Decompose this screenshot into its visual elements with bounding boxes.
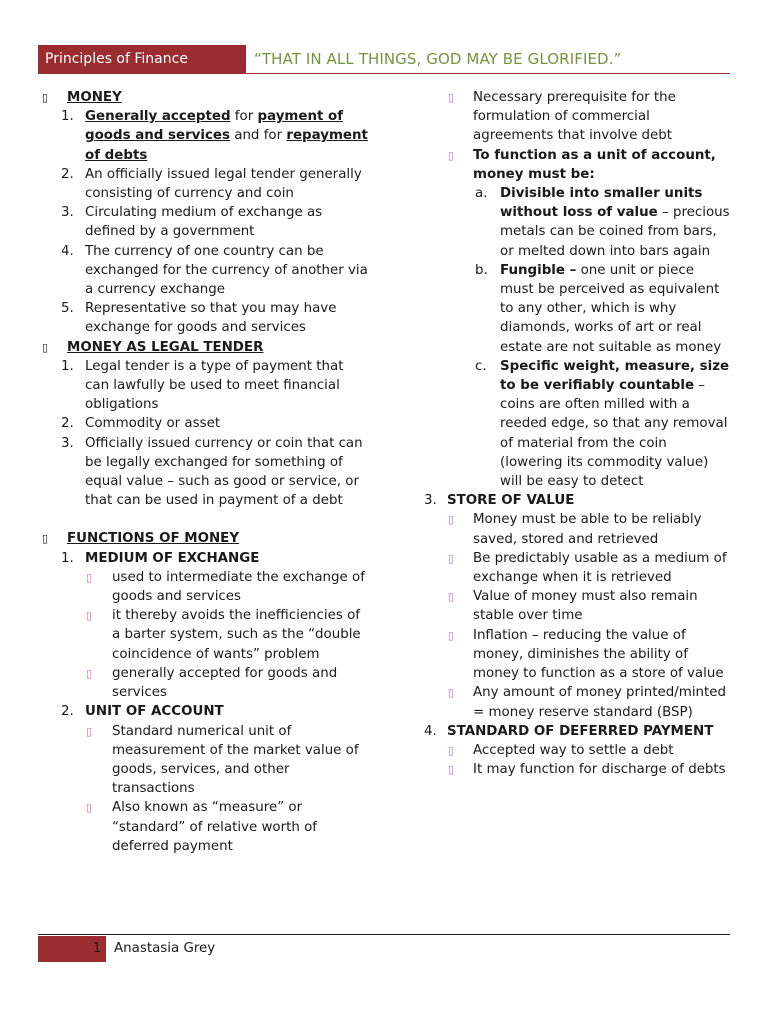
list-item: 3. STORE OF VALUE xyxy=(424,493,575,509)
sub-bullet-icon: ▯ xyxy=(448,590,455,604)
motto-text: “THAT IN ALL THINGS, GOD MAY BE GLORIFIED.” xyxy=(254,50,622,68)
sub-bullet-icon: ▯ xyxy=(448,686,455,700)
right-column xyxy=(424,88,730,779)
section-title: FUNCTIONS OF MONEY xyxy=(67,531,240,547)
list-item: 5. Representative so that you may have exchange for goods and services xyxy=(61,301,337,336)
sub-bullet-icon: ▯ xyxy=(86,570,93,584)
section-functions xyxy=(38,529,368,548)
sub-bullet: ▯ Inflation – reducing the value of money, diminishes the ability of money to function as a store of value xyxy=(448,627,724,682)
sub-bullet: ▯ Necessary prerequisite for the formulation of commercial agreements that involve debt xyxy=(448,90,676,144)
list-item: 4. The currency of one country can be exchanged for the currency of another via a currency exchange xyxy=(61,243,368,298)
section-bullet-icon: ▯ xyxy=(42,91,49,104)
page-header xyxy=(38,45,730,74)
sub-bullet-icon: ▯ xyxy=(448,148,455,162)
list-item: 2. An officially issued legal tender generally consisting of currency and coin xyxy=(61,166,362,202)
list-item: 2. UNIT OF ACCOUNT xyxy=(61,704,224,720)
sub-bullet-icon: ▯ xyxy=(448,628,455,642)
section-legal-tender xyxy=(38,338,368,357)
header-divider xyxy=(38,73,730,74)
page-number: 1 xyxy=(92,941,102,956)
sub-bullet: ▯ generally accepted for goods and services xyxy=(86,665,338,701)
sub-bullet: ▯ Value of money must also remain stable over time xyxy=(448,589,698,624)
section-bullet-icon: ▯ xyxy=(42,532,49,546)
section-title: MONEY AS LEGAL TENDER xyxy=(67,339,264,355)
sub-bullet: ▯ Accepted way to settle a debt xyxy=(424,741,730,760)
sub-bullet-icon: ▯ xyxy=(448,763,455,777)
section-title: MONEY xyxy=(67,90,122,105)
left-column xyxy=(38,88,368,856)
sub-bullet-icon: ▯ xyxy=(448,513,455,527)
lettered-item: a. Divisible into smaller units without loss of value – precious metals can be coined from bars, or melted down into bars again xyxy=(475,186,730,259)
sub-bullet: ▯ Standard numerical unit of measurement of the market value of goods, services, and other transactions xyxy=(86,723,359,797)
section-bullet-icon: ▯ xyxy=(42,340,49,354)
list-item: 2. Commodity or asset xyxy=(61,416,221,432)
list-item: 1. MEDIUM OF EXCHANGE xyxy=(61,550,260,566)
sub-bullet: ▯ Also known as “measure” or “standard” of relative worth of deferred payment xyxy=(86,800,318,854)
section-money xyxy=(38,88,368,107)
course-title: Principles of Finance xyxy=(38,45,246,73)
list-item: 1. Legal tender is a type of payment that can lawfully be used to meet financial obligations xyxy=(61,358,344,413)
sub-bullet-icon: ▯ xyxy=(448,743,455,757)
sub-bullet-icon: ▯ xyxy=(86,609,93,623)
list-item: 1. Generally accepted for payment of goods and services and for repayment of debts xyxy=(61,109,368,163)
sub-bullet-icon: ▯ xyxy=(448,551,455,565)
author-name: Anastasia Grey xyxy=(114,941,216,956)
sub-bullet-icon: ▯ xyxy=(86,724,93,738)
lettered-item: b. Fungible – one unit or piece must be perceived as equivalent to any other, which is why diamonds, works of art or real estate are not suitable as money xyxy=(475,262,722,355)
sub-bullet-icon: ▯ xyxy=(86,666,93,680)
list-item: 3. Officially issued currency or coin that can be legally exchanged for something of equal value – such as good or service, or that can be used in payment of a debt xyxy=(61,435,363,509)
lettered-item: c. Specific weight, measure, size to be verifiably countable – coins are often milled with a reeded edge, so that any removal of material from the coin (lowering its commodity value) will be easy to detect xyxy=(475,358,730,490)
sub-bullet-icon: ▯ xyxy=(86,801,93,815)
sub-bullet: ▯ It may function for discharge of debts xyxy=(424,760,730,779)
sub-bullet: ▯ Money must be able to be reliably saved, stored and retrieved xyxy=(448,512,702,547)
sub-bullet: ▯ Any amount of money printed/minted = money reserve standard (BSP) xyxy=(448,685,727,720)
sub-bullet-icon: ▯ xyxy=(448,91,455,104)
list-item: 4. STANDARD OF DEFERRED PAYMENT xyxy=(424,723,714,739)
list-item: 3. Circulating medium of exchange as defined by a government xyxy=(61,205,323,240)
sub-bullet: ▯ To function as a unit of account, money must be: xyxy=(448,147,716,182)
sub-bullet: ▯ it thereby avoids the inefficiencies of a barter system, such as the “double coincidence of wants” problem xyxy=(86,608,361,662)
footer-divider xyxy=(38,934,730,935)
sub-bullet: ▯ used to intermediate the exchange of goods and services xyxy=(86,569,365,605)
sub-bullet: ▯ Be predictably usable as a medium of exchange when it is retrieved xyxy=(448,550,727,586)
